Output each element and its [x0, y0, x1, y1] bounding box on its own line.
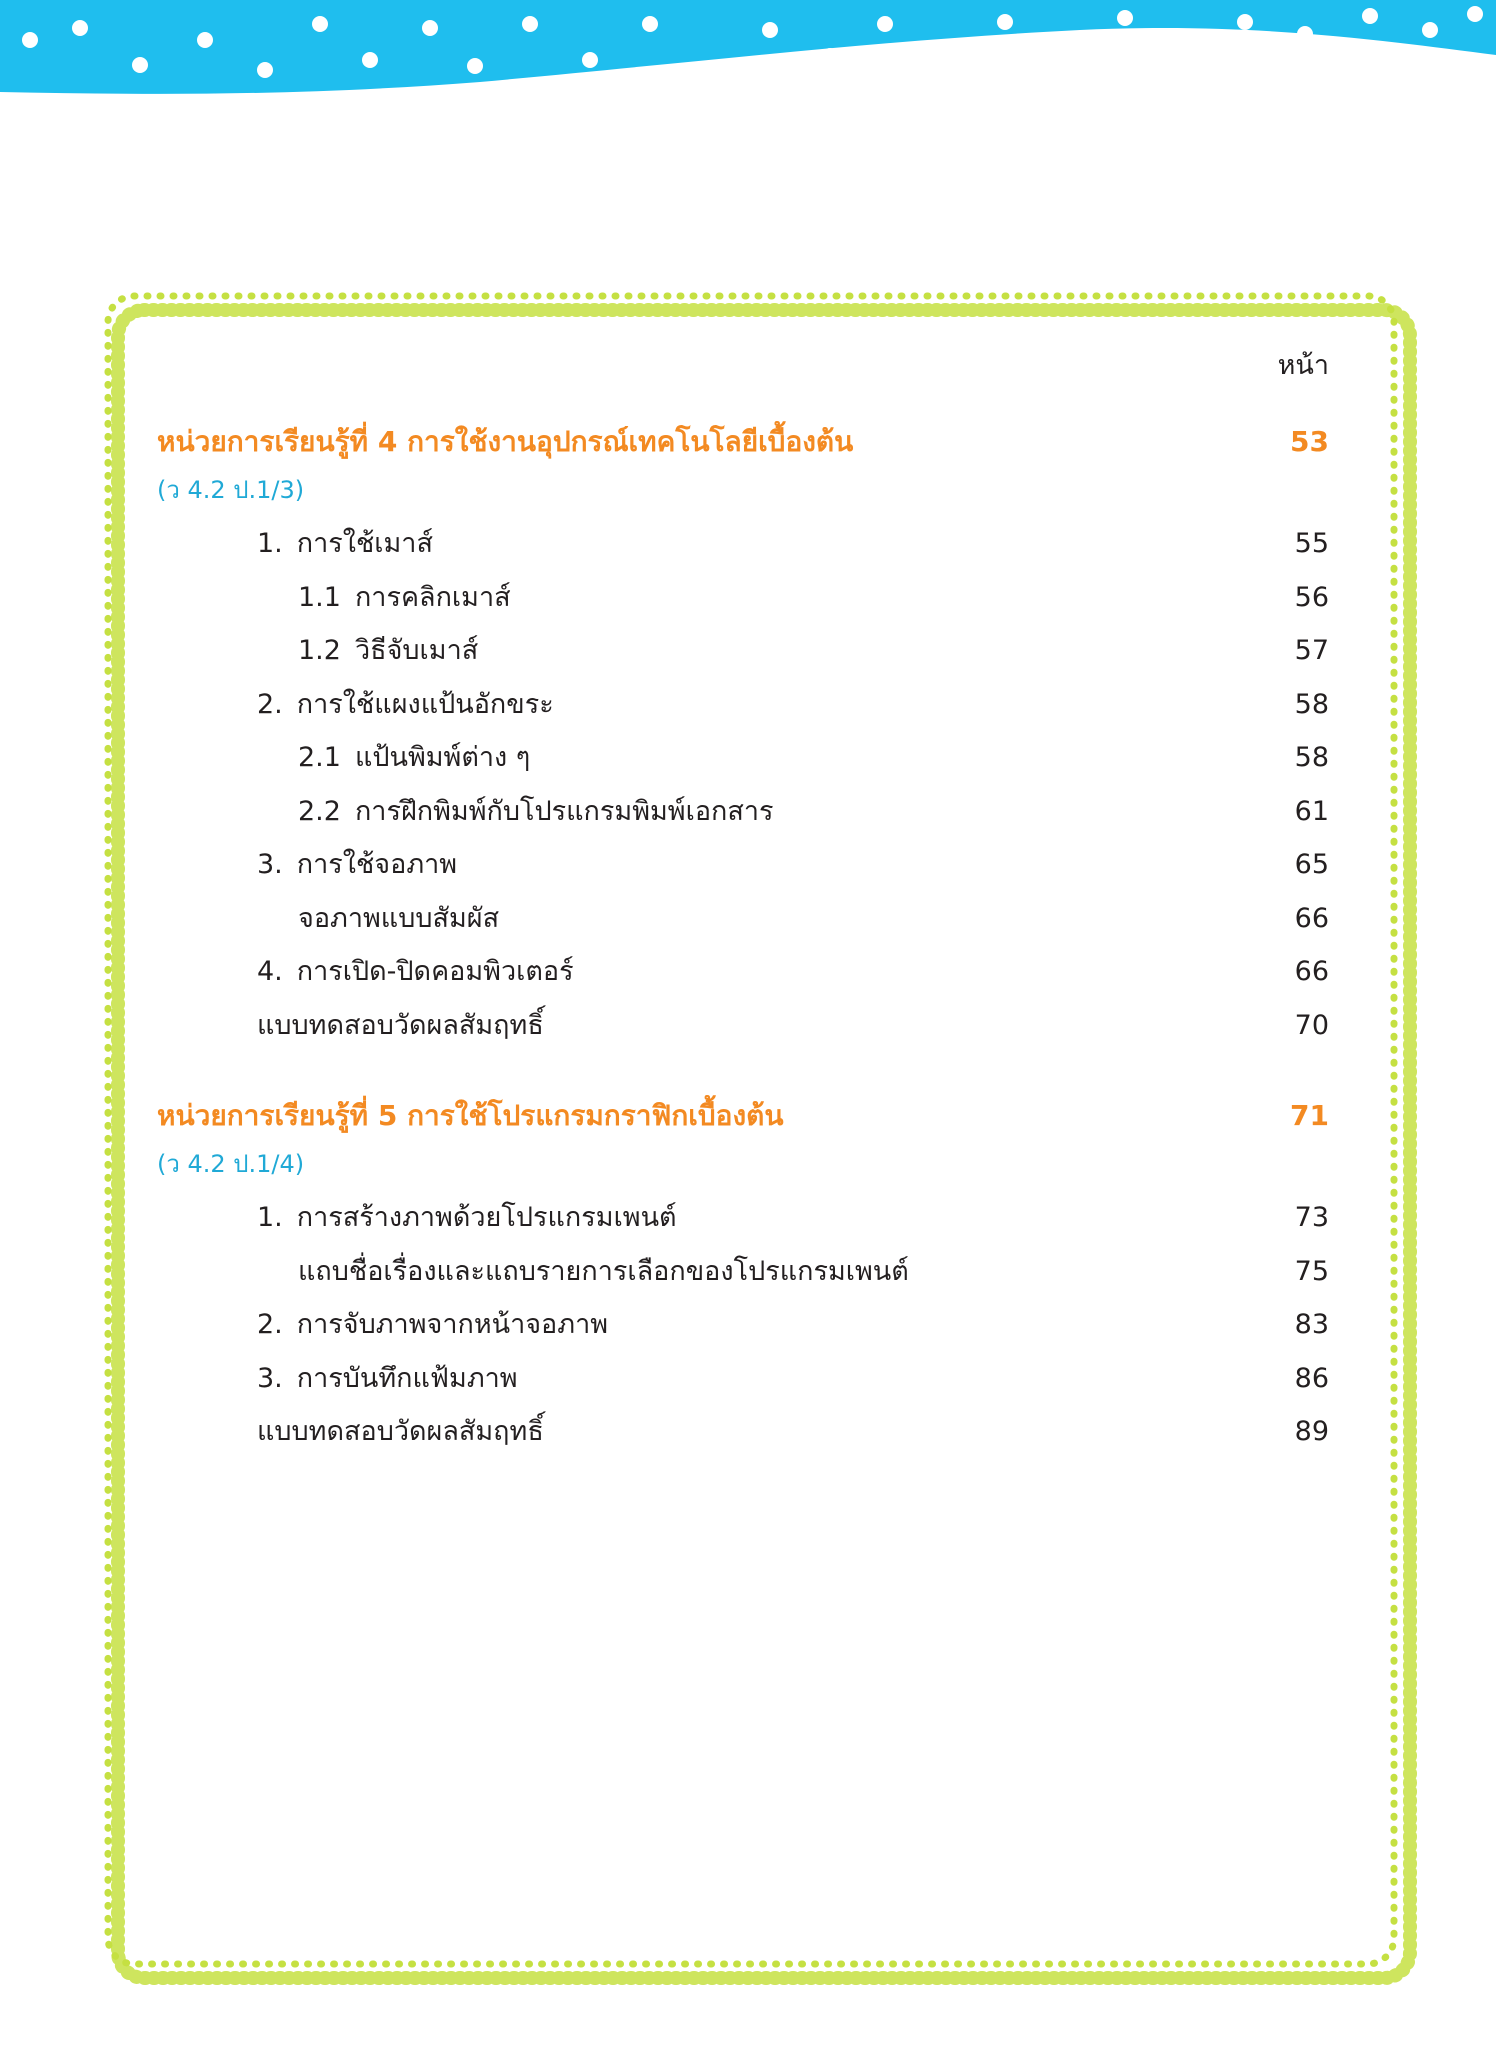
toc-entry-page: 89: [1294, 1416, 1329, 1447]
toc-entry-number: 2.: [257, 688, 283, 720]
indicator-text: (ว 4.2 ป.1/4): [157, 1150, 305, 1178]
toc-entry-label: [257, 522, 433, 566]
toc-entry-number: 2.1: [298, 742, 341, 773]
toc-entry-number: 1.1: [298, 581, 341, 613]
toc-entry-page: 61: [1294, 795, 1329, 827]
toc-entry-number: 1.: [257, 1202, 283, 1233]
page-column-header: หน้า: [1277, 350, 1329, 381]
toc-entry-label: [298, 1250, 909, 1294]
toc-entry: [0, 1250, 1496, 1294]
unit-heading: [0, 1094, 1496, 1138]
toc-entry-text: การจับภาพจากหน้าจอภาพ: [296, 1309, 609, 1340]
unit-title: หน่วยการเรียนรู้ที่ 4 การใช้งานอุปกรณ์เทคโนโลยีเบื้องต้น: [157, 425, 854, 458]
unit-page-number: 71: [1290, 1099, 1329, 1132]
toc-entry-label: [257, 1357, 518, 1401]
toc-entry-text: การคลิกเมาส์: [354, 581, 511, 613]
toc-entry-text: การใช้แผงแป้นอักขระ: [296, 688, 554, 720]
unit-heading: [0, 420, 1496, 464]
toc-entry-number: 2.: [257, 1309, 283, 1340]
toc-entry-label: [257, 1410, 544, 1454]
toc-entry-text: การฝึกพิมพ์กับโปรแกรมพิมพ์เอกสาร: [354, 795, 774, 827]
toc-entry-text: การใช้จอภาพ: [296, 849, 458, 880]
toc-entry-text: แป้นพิมพ์ต่าง ๆ: [354, 742, 531, 773]
toc-entry: [0, 629, 1496, 673]
toc-entry: [0, 522, 1496, 566]
toc-entry-page: 56: [1294, 581, 1329, 613]
toc-entry: [0, 1410, 1496, 1454]
indicator-code: [0, 1146, 1496, 1182]
toc-entry: [0, 736, 1496, 780]
toc-entry-label: [257, 1004, 544, 1048]
toc-entry-text: แถบชื่อเรื่องและแถบรายการเลือกของโปรแกรมเพนต์: [298, 1255, 909, 1287]
unit-title: หน่วยการเรียนรู้ที่ 5 การใช้โปรแกรมกราฟิกเบื้องต้น: [157, 1099, 784, 1132]
toc-entry-text: การใช้เมาส์: [296, 528, 433, 559]
toc-entry-label: [298, 576, 511, 620]
toc-entry-label: [298, 897, 499, 941]
toc-entry-page: 86: [1294, 1362, 1329, 1394]
toc-entry-page: 58: [1294, 688, 1329, 720]
toc-entry-number: 1.: [257, 528, 283, 559]
toc-entry-page: 66: [1294, 902, 1329, 934]
toc-entry: [0, 1196, 1496, 1240]
toc-entry-page: 65: [1294, 849, 1329, 880]
toc-entry: [0, 1004, 1496, 1048]
toc-entry-page: 57: [1294, 635, 1329, 666]
toc-entry: [0, 683, 1496, 727]
toc-entry-page: 70: [1294, 1009, 1329, 1041]
toc-entry-page: 83: [1294, 1309, 1329, 1340]
toc-entry-number: 3.: [257, 849, 283, 880]
toc-entry-number: 3.: [257, 1362, 283, 1394]
toc-entry-label: [257, 1303, 608, 1347]
toc-entry-label: [257, 843, 457, 887]
toc-entry: [0, 576, 1496, 620]
toc-entry-page: 75: [1294, 1255, 1329, 1287]
toc-entry-label: [257, 683, 554, 727]
toc-entry-text: วิธีจับเมาส์: [354, 635, 479, 666]
toc-entry: [0, 1303, 1496, 1347]
indicator-text: (ว 4.2 ป.1/3): [157, 476, 305, 504]
toc-entry-text: แบบทดสอบวัดผลสัมฤทธิ์: [257, 1009, 544, 1041]
toc-entry-text: การเปิด-ปิดคอมพิวเตอร์: [296, 956, 574, 987]
toc-entry-page: 66: [1294, 956, 1329, 987]
toc-entry-page: 73: [1294, 1202, 1329, 1233]
toc-entry: [0, 790, 1496, 834]
toc-entry-page: 58: [1294, 742, 1329, 773]
toc-entry: [0, 1357, 1496, 1401]
toc-entry-label: [298, 629, 478, 673]
toc-entry-number: 4.: [257, 956, 283, 987]
indicator-code: [0, 472, 1496, 508]
toc-entry-text: การบันทึกแฟ้มภาพ: [296, 1362, 518, 1394]
toc-entry-label: [257, 1196, 677, 1240]
toc-entry-label: [257, 950, 574, 994]
toc-entry-number: 1.2: [298, 635, 341, 666]
toc-entry-text: การสร้างภาพด้วยโปรแกรมเพนต์: [296, 1202, 677, 1233]
toc-entry-page: 55: [1294, 528, 1329, 559]
toc-entry-text: จอภาพแบบสัมผัส: [298, 902, 500, 934]
toc-entry: [0, 843, 1496, 887]
unit-page-number: 53: [1290, 425, 1329, 458]
toc-entry-label: [298, 790, 774, 834]
toc-entry-number: 2.2: [298, 795, 341, 827]
toc-entry: [0, 950, 1496, 994]
toc-entry-text: แบบทดสอบวัดผลสัมฤทธิ์: [257, 1416, 544, 1447]
toc-entry-label: [298, 736, 530, 780]
toc-entry: [0, 897, 1496, 941]
